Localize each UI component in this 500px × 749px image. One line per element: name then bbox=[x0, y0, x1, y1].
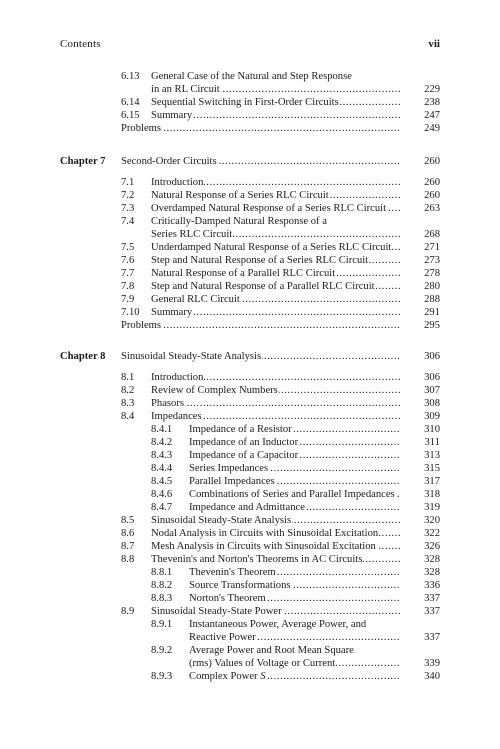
entry-page-number: 238 bbox=[400, 96, 440, 109]
section-number: 7.8 bbox=[121, 281, 135, 292]
toc-entry bbox=[0, 83, 500, 96]
entry-page-number: 260 bbox=[400, 176, 440, 189]
section-number: 8.4.6 bbox=[151, 489, 173, 500]
entry-page-number: 328 bbox=[400, 553, 440, 566]
section-number: 8.4.7 bbox=[151, 502, 173, 513]
entry-title: Problems ..... bbox=[121, 319, 400, 332]
entry-page-number: 340 bbox=[400, 670, 440, 683]
toc-entry bbox=[0, 579, 500, 592]
entry-title: Nodal Analysis in Circuits with Sinusoidal Excitation ..... bbox=[151, 527, 400, 540]
toc-entry bbox=[0, 449, 500, 462]
toc-entry bbox=[0, 109, 500, 122]
entry-title: Summary ..... bbox=[151, 306, 400, 319]
section-number: 7.10 bbox=[121, 307, 140, 318]
entry-page-number: 339 bbox=[400, 657, 440, 670]
section-number: 7.2 bbox=[121, 190, 135, 201]
toc-entry bbox=[0, 410, 500, 423]
entry-title: Instantaneous Power, Average Power, and bbox=[189, 619, 367, 630]
entry-title: Natural Response of a Series RLC Circuit ..... bbox=[151, 189, 400, 202]
page-number: vii bbox=[428, 38, 440, 50]
entry-page-number: 263 bbox=[400, 202, 440, 215]
toc-entry bbox=[0, 462, 500, 475]
entry-title: Complex Power S ..... bbox=[189, 670, 400, 683]
section-number: 7.3 bbox=[121, 203, 135, 214]
toc-entry bbox=[0, 280, 500, 293]
toc-entry bbox=[0, 306, 500, 319]
entry-title: Source Transformations ..... bbox=[189, 579, 400, 592]
section-number: 7.6 bbox=[121, 255, 135, 266]
entry-title: Series RLC Circuit ..... bbox=[151, 228, 400, 241]
section-number: 8.4.5 bbox=[151, 476, 173, 487]
toc-entry bbox=[0, 215, 500, 228]
section-number: 7.7 bbox=[121, 268, 135, 279]
section-number: 8.8 bbox=[121, 554, 135, 565]
entry-page-number: 313 bbox=[400, 449, 440, 462]
section-number: 8.4 bbox=[121, 411, 135, 422]
toc-entry bbox=[0, 371, 500, 384]
section-number: 7.1 bbox=[121, 177, 135, 188]
toc-entry bbox=[0, 566, 500, 579]
section-number: 6.14 bbox=[121, 97, 140, 108]
section-number: 6.13 bbox=[121, 71, 140, 82]
entry-title: Reactive Power ..... bbox=[189, 631, 400, 644]
section-number: 8.8.3 bbox=[151, 593, 173, 604]
entry-title: Impedance of a Capacitor ..... bbox=[189, 449, 400, 462]
section-number: 8.9.3 bbox=[151, 671, 173, 682]
entry-title: General Case of the Natural and Step Response bbox=[151, 71, 352, 82]
entry-title: Critically-Damped Natural Response of a bbox=[151, 216, 327, 227]
entry-page-number: 328 bbox=[400, 566, 440, 579]
toc-entry bbox=[0, 527, 500, 540]
toc-entry bbox=[0, 592, 500, 605]
running-header-title: Contents bbox=[60, 38, 101, 50]
toc-entry bbox=[0, 189, 500, 202]
entry-page-number: 337 bbox=[400, 631, 440, 644]
entry-title: Parallel Impedances ..... bbox=[189, 475, 400, 488]
chapter-label: Chapter 8 bbox=[60, 351, 106, 362]
toc-entry bbox=[0, 540, 500, 553]
entry-title: Impedances ..... bbox=[151, 410, 400, 423]
toc-entry bbox=[0, 384, 500, 397]
chapter-entry bbox=[0, 350, 500, 363]
entry-page-number: 320 bbox=[400, 514, 440, 527]
section-number: 8.4.4 bbox=[151, 463, 173, 474]
entry-page-number: 229 bbox=[400, 83, 440, 96]
entry-page-number: 337 bbox=[400, 592, 440, 605]
toc-entry bbox=[0, 605, 500, 618]
toc-entry bbox=[0, 241, 500, 254]
entry-page-number: 278 bbox=[400, 267, 440, 280]
problems-entry bbox=[0, 122, 500, 135]
toc-entry bbox=[0, 475, 500, 488]
entry-title: Second-Order Circuits ..... bbox=[121, 155, 400, 168]
entry-page-number: 260 bbox=[400, 155, 440, 168]
entry-title: Thevenin's and Norton's Theorems in AC Circuits ..... bbox=[151, 553, 400, 566]
entry-page-number: 249 bbox=[400, 122, 440, 135]
entry-page-number: 306 bbox=[400, 350, 440, 363]
section-number: 7.9 bbox=[121, 294, 135, 305]
entry-page-number: 336 bbox=[400, 579, 440, 592]
entry-title: Introduction ..... bbox=[151, 176, 400, 189]
toc-entry bbox=[0, 96, 500, 109]
toc-entry bbox=[0, 644, 500, 657]
section-number: 8.4.3 bbox=[151, 450, 173, 461]
toc-entry bbox=[0, 397, 500, 410]
entry-title: Step and Natural Response of a Parallel RLC Circuit ..... bbox=[151, 280, 400, 293]
entry-title: Review of Complex Numbers ..... bbox=[151, 384, 400, 397]
toc-entry bbox=[0, 618, 500, 631]
entry-page-number: 268 bbox=[400, 228, 440, 241]
entry-page-number: 337 bbox=[400, 605, 440, 618]
entry-title: Mesh Analysis in Circuits with Sinusoidal Excitation ..... bbox=[151, 540, 400, 553]
section-number: 7.4 bbox=[121, 216, 135, 227]
section-number: 8.3 bbox=[121, 398, 135, 409]
entry-page-number: 288 bbox=[400, 293, 440, 306]
entry-page-number: 291 bbox=[400, 306, 440, 319]
toc-entry bbox=[0, 254, 500, 267]
section-number: 8.7 bbox=[121, 541, 135, 552]
entry-title: Sinusoidal Steady-State Analysis ..... bbox=[151, 514, 400, 527]
section-number: 6.15 bbox=[121, 110, 140, 121]
section-number: 8.9.1 bbox=[151, 619, 173, 630]
entry-title: Phasors ..... bbox=[151, 397, 400, 410]
entry-title: Combinations of Series and Parallel Impedances ..... bbox=[189, 488, 400, 501]
entry-title: Sinusoidal Steady-State Analysis ..... bbox=[121, 350, 400, 363]
entry-title: Norton's Theorem ..... bbox=[189, 592, 400, 605]
entry-page-number: 271 bbox=[400, 241, 440, 254]
entry-title: Overdamped Natural Response of a Series RLC Circuit ..... bbox=[151, 202, 400, 215]
toc-entry bbox=[0, 488, 500, 501]
entry-page-number: 317 bbox=[400, 475, 440, 488]
entry-title: Summary ..... bbox=[151, 109, 400, 122]
section-number: 8.6 bbox=[121, 528, 135, 539]
section-number: 7.5 bbox=[121, 242, 135, 253]
entry-page-number: 306 bbox=[400, 371, 440, 384]
entry-page-number: 295 bbox=[400, 319, 440, 332]
section-number: 8.9 bbox=[121, 606, 135, 617]
problems-entry bbox=[0, 319, 500, 332]
entry-page-number: 307 bbox=[400, 384, 440, 397]
entry-page-number: 308 bbox=[400, 397, 440, 410]
entry-title: Introduction ..... bbox=[151, 371, 400, 384]
section-number: 8.5 bbox=[121, 515, 135, 526]
toc-entry bbox=[0, 501, 500, 514]
section-number: 8.9.2 bbox=[151, 645, 173, 656]
toc-entry bbox=[0, 202, 500, 215]
entry-page-number: 309 bbox=[400, 410, 440, 423]
entry-page-number: 273 bbox=[400, 254, 440, 267]
entry-title: Sequential Switching in First-Order Circuits ..... bbox=[151, 96, 400, 109]
section-number: 8.2 bbox=[121, 385, 135, 396]
toc-entry bbox=[0, 228, 500, 241]
entry-title: in an RL Circuit ..... bbox=[151, 83, 400, 96]
toc-entry bbox=[0, 670, 500, 683]
section-number: 8.8.1 bbox=[151, 567, 173, 578]
section-number: 8.1 bbox=[121, 372, 135, 383]
entry-page-number: 326 bbox=[400, 540, 440, 553]
toc-entry bbox=[0, 657, 500, 670]
toc-entry bbox=[0, 176, 500, 189]
entry-title: Impedance of an Inductor ..... bbox=[189, 436, 400, 449]
entry-page-number: 322 bbox=[400, 527, 440, 540]
entry-page-number: 310 bbox=[400, 423, 440, 436]
toc-entry bbox=[0, 70, 500, 83]
toc-entry bbox=[0, 631, 500, 644]
section-number: 8.4.1 bbox=[151, 424, 173, 435]
entry-title: Thevenin's Theorem ..... bbox=[189, 566, 400, 579]
entry-title: Impedance of a Resistor ..... bbox=[189, 423, 400, 436]
entry-page-number: 311 bbox=[400, 436, 440, 449]
entry-title: Average Power and Root Mean Square bbox=[189, 645, 354, 656]
entry-page-number: 247 bbox=[400, 109, 440, 122]
entry-page-number: 280 bbox=[400, 280, 440, 293]
entry-title: Sinusoidal Steady-State Power ..... bbox=[151, 605, 400, 618]
entry-page-number: 260 bbox=[400, 189, 440, 202]
entry-title: General RLC Circuit ..... bbox=[151, 293, 400, 306]
entry-page-number: 315 bbox=[400, 462, 440, 475]
entry-page-number: 318 bbox=[400, 488, 440, 501]
entry-page-number: 319 bbox=[400, 501, 440, 514]
entry-title: Impedance and Admittance ..... bbox=[189, 501, 400, 514]
toc-entry bbox=[0, 267, 500, 280]
entry-title: Problems ..... bbox=[121, 122, 400, 135]
entry-title: Step and Natural Response of a Series RLC Circuit ..... bbox=[151, 254, 400, 267]
toc-entry bbox=[0, 436, 500, 449]
chapter-entry bbox=[0, 155, 500, 168]
section-number: 8.8.2 bbox=[151, 580, 173, 591]
entry-title: Natural Response of a Parallel RLC Circuit ..... bbox=[151, 267, 400, 280]
toc-entry bbox=[0, 293, 500, 306]
toc-entry bbox=[0, 514, 500, 527]
toc-entry bbox=[0, 423, 500, 436]
entry-title: Underdamped Natural Response of a Series RLC Circuit ..... bbox=[151, 241, 400, 254]
toc-entry bbox=[0, 553, 500, 566]
section-number: 8.4.2 bbox=[151, 437, 173, 448]
entry-title: Series Impedances ..... bbox=[189, 462, 400, 475]
chapter-label: Chapter 7 bbox=[60, 156, 106, 167]
entry-title: (rms) Values of Voltage or Current ..... bbox=[189, 657, 400, 670]
